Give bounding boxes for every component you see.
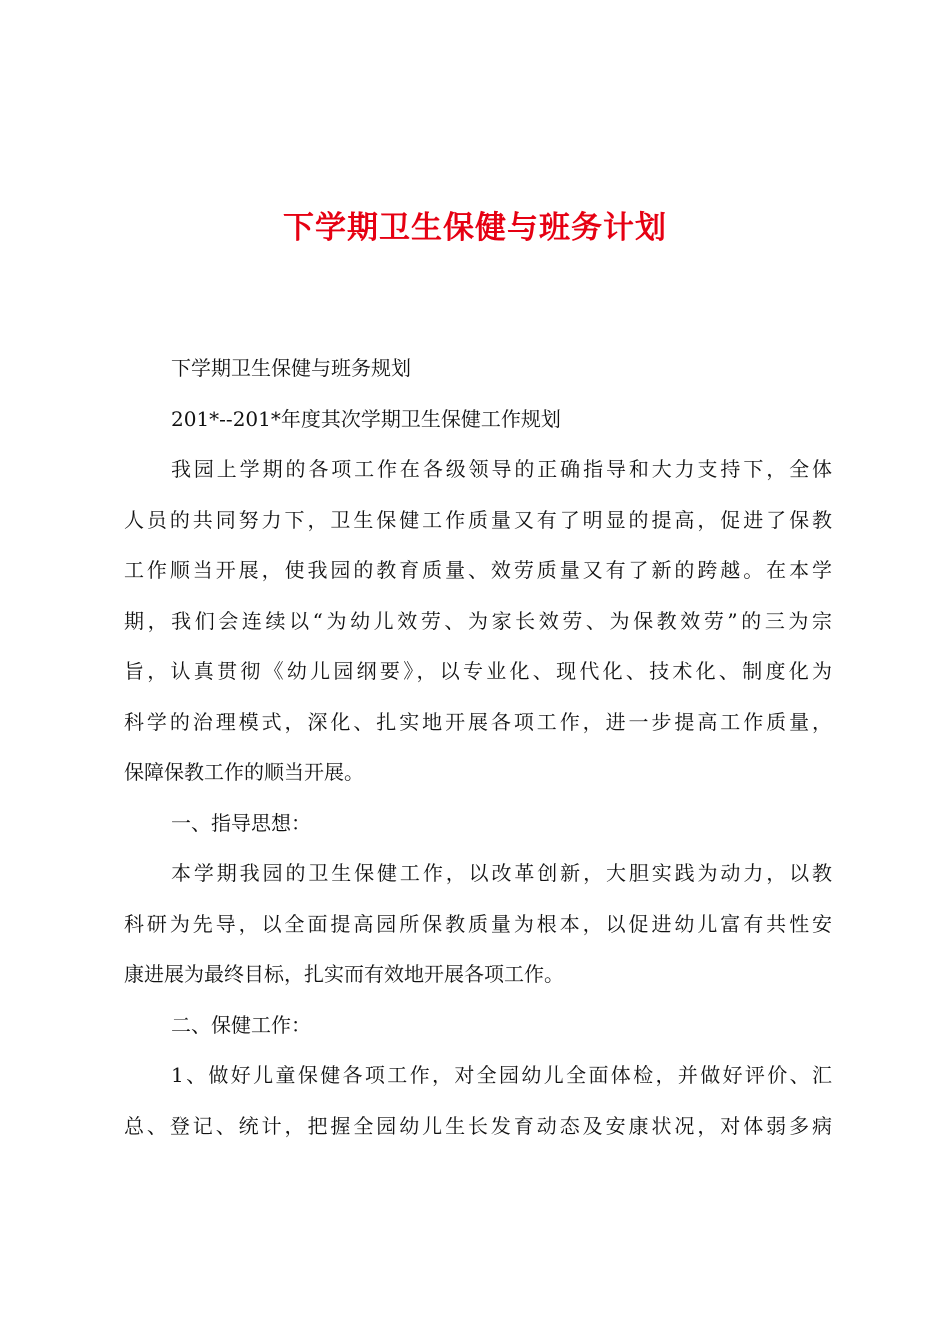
intro-line: 科学的治理模式，深化、扎实地开展各项工作，进一步提高工作质量， xyxy=(124,709,832,734)
intro-line: 期，我们会连续以“为幼儿效劳、为家长效劳、为保教效劳”的三为宗 xyxy=(124,608,832,633)
subtitle-line: 下学期卫生保健与班务规划 xyxy=(171,356,411,380)
section2-line: 1、做好儿童保健各项工作，对全园幼儿全面体检，并做好评价、汇 xyxy=(171,1063,832,1087)
section2-paragraph xyxy=(124,1050,832,1151)
section2-heading-paragraph xyxy=(124,1000,832,1051)
section2-heading: 二、保健工作： xyxy=(171,1012,311,1037)
section1-line: 科研为先导，以全面提高园所保教质量为根本，以促进幼儿富有共性安 xyxy=(124,911,832,936)
section1-line: 本学期我园的卫生保健工作，以改革创新，大胆实践为动力，以教 xyxy=(171,861,832,885)
section1-heading: 一、指导思想： xyxy=(171,810,311,835)
section1-heading-paragraph xyxy=(124,798,832,849)
intro-line: 旨，认真贯彻《幼儿园纲要》，以专业化、现代化、技术化、制度化为 xyxy=(124,659,832,683)
intro-line: 人员的共同努力下，卫生保健工作质量又有了明显的提高，促进了保教 xyxy=(124,507,832,532)
intro-line: 工作顺当开展，使我园的教育质量、效劳质量又有了新的跨越。在本学 xyxy=(124,558,832,582)
plan-name-line: 201*--201*年度其次学期卫生保健工作规划 xyxy=(171,406,561,431)
document-body xyxy=(124,343,832,1151)
section1-paragraph xyxy=(124,848,832,1000)
section1-line: 康进展为最终目标，扎实而有效地开展各项工作。 xyxy=(124,962,564,986)
plan-name-paragraph xyxy=(124,394,832,445)
section2-line: 总、登记、统计，把握全园幼儿生长发育动态及安康状况，对体弱多病 xyxy=(124,1113,832,1138)
document-title: 下学期卫生保健与班务计划 xyxy=(283,210,667,246)
intro-paragraph xyxy=(124,444,832,798)
intro-line: 我园上学期的各项工作在各级领导的正确指导和大力支持下，全体 xyxy=(171,457,832,481)
intro-line: 保障保教工作的顺当开展。 xyxy=(124,760,364,784)
subtitle-paragraph xyxy=(124,343,832,394)
